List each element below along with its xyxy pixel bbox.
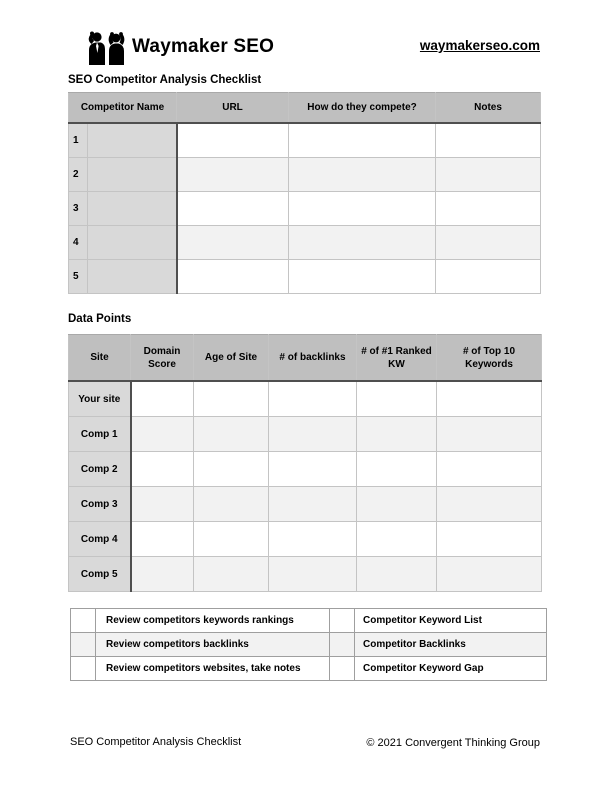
compete-cell <box>289 123 436 158</box>
site-label: Comp 1 <box>69 417 131 452</box>
website-link[interactable]: waymakerseo.com <box>419 38 540 53</box>
data-row-your-site <box>69 381 542 417</box>
data-points-title: Data Points <box>68 313 132 325</box>
competitor-name-cell <box>88 260 177 294</box>
competitor-table <box>68 92 541 294</box>
compete-cell <box>289 226 436 260</box>
site-label: Your site <box>69 381 131 417</box>
domain-score-cell <box>131 381 194 417</box>
col-header-domain-score: Domain Score <box>131 335 194 382</box>
col-header-notes: Notes <box>436 93 541 124</box>
top10-cell <box>437 522 542 557</box>
site-label: Comp 3 <box>69 487 131 522</box>
age-cell <box>194 522 269 557</box>
col-header-site: Site <box>69 335 131 382</box>
col-header-url: URL <box>177 93 289 124</box>
ranked-kw-cell <box>357 557 437 592</box>
ranked-kw-cell <box>357 417 437 452</box>
backlinks-cell <box>269 487 357 522</box>
deliverable-label: Competitor Backlinks <box>355 633 547 657</box>
domain-score-cell <box>131 487 194 522</box>
notes-cell <box>436 123 541 158</box>
domain-score-cell <box>131 417 194 452</box>
age-cell <box>194 557 269 592</box>
col-header-competitor-name: Competitor Name <box>69 93 177 124</box>
footer-copyright: © 2021 Convergent Thinking Group <box>366 737 540 749</box>
competitor-row-3 <box>69 192 541 226</box>
competitor-row-1 <box>69 123 541 158</box>
url-cell <box>177 158 289 192</box>
age-cell <box>194 417 269 452</box>
col-header-ranked-kw: # of #1 Ranked KW <box>357 335 437 382</box>
data-points-header-row <box>69 335 542 382</box>
waymaker-logo-icon <box>84 30 128 66</box>
data-row-comp-1 <box>69 417 542 452</box>
row-number: 4 <box>69 226 88 260</box>
data-row-comp-2 <box>69 452 542 487</box>
data-row-comp-4 <box>69 522 542 557</box>
top10-cell <box>437 452 542 487</box>
checklist-row-1 <box>71 609 547 633</box>
site-label: Comp 5 <box>69 557 131 592</box>
top10-cell <box>437 487 542 522</box>
competitor-name-cell <box>88 226 177 260</box>
backlinks-cell <box>269 452 357 487</box>
data-row-comp-5 <box>69 557 542 592</box>
notes-cell <box>436 226 541 260</box>
data-points-table <box>68 334 542 592</box>
competitor-name-cell <box>88 123 177 158</box>
row-number: 2 <box>69 158 88 192</box>
age-cell <box>194 381 269 417</box>
age-cell <box>194 452 269 487</box>
competitor-name-cell <box>88 192 177 226</box>
row-number: 3 <box>69 192 88 226</box>
ranked-kw-cell <box>357 487 437 522</box>
backlinks-cell <box>269 522 357 557</box>
competitor-row-4 <box>69 226 541 260</box>
site-label: Comp 4 <box>69 522 131 557</box>
site-label: Comp 2 <box>69 452 131 487</box>
url-cell <box>177 226 289 260</box>
compete-cell <box>289 192 436 226</box>
col-header-age: Age of Site <box>194 335 269 382</box>
url-cell <box>177 192 289 226</box>
notes-cell <box>436 158 541 192</box>
domain-score-cell <box>131 522 194 557</box>
task-checkbox-cell <box>71 633 96 657</box>
notes-cell <box>436 260 541 294</box>
deliverable-label: Competitor Keyword Gap <box>355 657 547 681</box>
top10-cell <box>437 381 542 417</box>
row-number: 5 <box>69 260 88 294</box>
col-header-backlinks: # of backlinks <box>269 335 357 382</box>
competitor-name-cell <box>88 158 177 192</box>
task-checkbox-cell <box>71 609 96 633</box>
task-checkbox-cell <box>71 657 96 681</box>
competitor-row-2 <box>69 158 541 192</box>
url-cell <box>177 123 289 158</box>
domain-score-cell <box>131 452 194 487</box>
competitor-section-title: SEO Competitor Analysis Checklist <box>68 74 262 86</box>
compete-cell <box>289 260 436 294</box>
notes-cell <box>436 192 541 226</box>
age-cell <box>194 487 269 522</box>
deliverable-checkbox-cell <box>330 633 355 657</box>
checklist-row-3 <box>71 657 547 681</box>
footer-document-title: SEO Competitor Analysis Checklist <box>70 736 242 748</box>
deliverable-label: Competitor Keyword List <box>355 609 547 633</box>
row-number: 1 <box>69 123 88 158</box>
deliverable-checkbox-cell <box>330 609 355 633</box>
ranked-kw-cell <box>357 452 437 487</box>
competitor-row-5 <box>69 260 541 294</box>
backlinks-cell <box>269 381 357 417</box>
url-cell <box>177 260 289 294</box>
task-label: Review competitors keywords rankings <box>96 609 330 633</box>
top10-cell <box>437 557 542 592</box>
compete-cell <box>289 158 436 192</box>
ranked-kw-cell <box>357 522 437 557</box>
data-row-comp-3 <box>69 487 542 522</box>
checklist-table <box>70 608 547 681</box>
checklist-row-2 <box>71 633 547 657</box>
backlinks-cell <box>269 557 357 592</box>
deliverable-checkbox-cell <box>330 657 355 681</box>
backlinks-cell <box>269 417 357 452</box>
task-label: Review competitors websites, take notes <box>96 657 330 681</box>
top10-cell <box>437 417 542 452</box>
competitor-table-header-row <box>69 93 541 124</box>
col-header-compete: How do they compete? <box>289 93 436 124</box>
domain-score-cell <box>131 557 194 592</box>
col-header-top10: # of Top 10 Keywords <box>437 335 542 382</box>
task-label: Review competitors backlinks <box>96 633 330 657</box>
brand-title: Waymaker SEO <box>132 36 275 57</box>
ranked-kw-cell <box>357 381 437 417</box>
